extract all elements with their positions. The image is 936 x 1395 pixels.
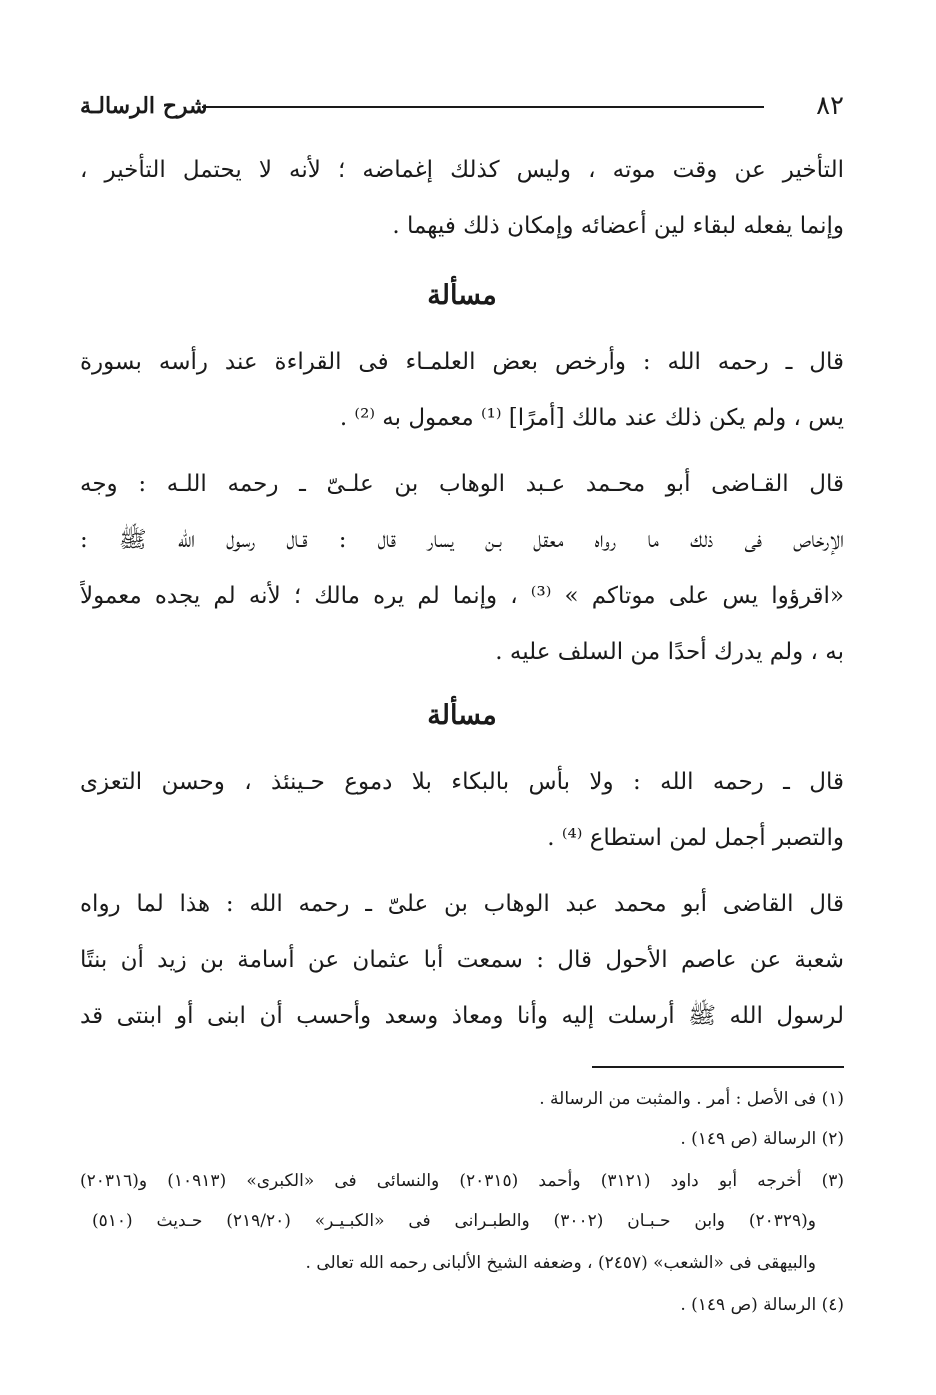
text-line: لرسول الله ﷺ أرسلت إليه وأنا ومعاذ وسعد وأحسب أن ابنى أو ابنتى قد — [80, 1003, 844, 1029]
footnote-continuation: و(٢٠٣٢٩) وابن حـبـان (٣٠٠٢) والطبـرانى فى «الكبـيـر» (٢١٩/٢٠) حـديث (٥١٠) — [92, 1211, 816, 1231]
text-line: والتصبر أجمل لمن استطاع ⁽⁴⁾ . — [547, 825, 844, 851]
header-rule — [202, 106, 764, 108]
footnote: (٢) الرسالة (ص ١٤٩) . — [680, 1129, 844, 1149]
text-line: يس ، ولم يكن ذلك عند مالك [أمرًا] ⁽¹⁾ معمول به ⁽²⁾ . — [339, 405, 844, 431]
footnote: (٤) الرسالة (ص ١٤٩) . — [680, 1295, 844, 1315]
footnote: (٣) أخرجه أبو داود (٣١٢١) وأحمد (٢٠٣١٥) والنسائى فى «الكبرى» (١٠٩١٣) و(٢٠٣١٦) — [80, 1171, 844, 1191]
text-line: قال ـ رحمه الله : وأرخص بعض العلمـاء فى القراءة عند رأسه بسورة — [80, 349, 844, 375]
footnote-continuation: والبيهقى فى «الشعب» (٢٤٥٧) ، وضعفه الشيخ الألبانى رحمه الله تعالى . — [305, 1253, 816, 1273]
text-line: الإرخاص فى ذلك ما رواه معقل بـن يسار قال : قـال رسول الله ﷺ : — [80, 527, 844, 553]
running-title: شرح الرسالـة — [80, 93, 208, 119]
footnote: (١) فى الأصل : أمر . والمثبت من الرسالة . — [539, 1089, 844, 1109]
text-line: وإنما يفعله لبقاء لين أعضائه وإمكان ذلك فيهما . — [392, 213, 844, 239]
text-line: قال القـاضى أبو محـمد عـبد الوهاب بن علـىّ ـ رحمه اللـه : وجه — [80, 471, 844, 497]
page-header — [80, 88, 844, 124]
section-heading: مسألة — [427, 700, 497, 731]
text-line: التأخير عن وقت موته ، وليس كذلك إغماضه ؛ لأنه لا يحتمل التأخير ، — [80, 157, 844, 183]
text-line: «اقرؤوا يس على موتاكم » ⁽³⁾ ، وإنما لم يره مالك ؛ لأنه لم يجده معمولاً — [80, 583, 844, 609]
text-line: قال ـ رحمه الله : ولا بأس بالبكاء بلا دموع حـينئذ ، وحسن التعزى — [80, 769, 844, 795]
text-line: شعبة عن عاصم الأحول قال : سمعت أبا عثمان عن أسامة بن زيد أن بنتًا — [80, 947, 844, 973]
section-heading: مسألة — [427, 280, 497, 311]
text-line: به ، ولم يدرك أحدًا من السلف عليه . — [495, 639, 844, 665]
text-line: قال القاضى أبو محمد عبد الوهاب بن علىّ ـ رحمه الله : هذا لما رواه — [80, 891, 844, 917]
page-number: ٨٢ — [816, 91, 844, 121]
footnote-separator — [592, 1066, 844, 1068]
